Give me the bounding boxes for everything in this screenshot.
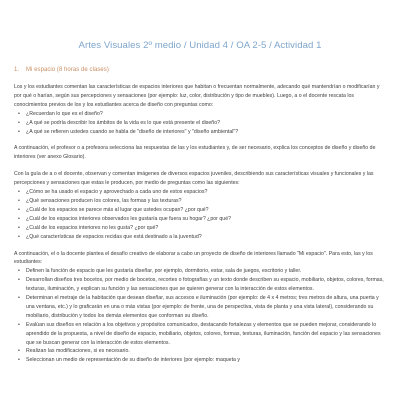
list-item: • Seleccionan un medio de representación de su diseño de interiores (por ejemplo: maqueta y: [26, 356, 388, 365]
list-item: • ¿A qué se refieren ustedes cuando se habla de "diseño de interiores" y "diseño ambiental"?: [26, 128, 388, 137]
list-item: • ¿Cuál de los espacios interiores observados les gustaría que fuera su hogar? ¿por qué?: [26, 215, 388, 224]
list-item: • ¿Qué sensaciones producen los colores, las formas y las texturas?: [26, 197, 388, 206]
section-heading: [14, 67, 109, 73]
section-number: 1.: [14, 67, 20, 73]
list-item: • Realizan las modificaciones, si es necesario.: [26, 347, 388, 356]
steps-list: [14, 267, 388, 365]
list-item: • Evalúan sus diseños en relación a los objetivos y propósitos comunicados, destacando fortalezas y elementos que se pueden mejorar, considerando lo aprendido de la propuesta, a nivel de diseño de espacio, mobiliario, objetos, colores, formas, texturas, iluminación, función del espacio y las sensaciones que se buscan generar con la interacción de estos elementos.: [26, 321, 388, 348]
question-list-1: [14, 110, 388, 137]
paragraph-2: A continuación, el profesor o a profesora selecciona las respuestas de las y los estudiantes y, de ser necesario, explica los conceptos de diseño y diseño de interiores (ver anexo Glosario).: [14, 145, 376, 161]
list-item: • ¿Recuerdan lo que es el diseño?: [26, 110, 388, 119]
list-item: • Determinan el metraje de la habitación que desean diseñar, sus accesos e iluminación (por ejemplo: de 4 x 4 metros; tres metros de altura, una puerta y una ventana, etc.) y lo graficarán en una o más vistas (por ejemplo: de frente, una de perspectiva, vista de planta y una vista lateral), considerando su mobiliario, distribución y todos los demás elementos que conforman su diseño.: [26, 294, 388, 321]
document-body: [14, 83, 388, 365]
list-item: • ¿Cuál de los espacios se parece más al lugar que ustedes ocupan? ¿por qué?: [26, 206, 388, 215]
list-item: • Desarrollan diseños tres bocetos, por medio de bocetos, recortes o fotografías y un texto donde describen su espacio, mobiliario, objetos, colores, formas, texturas, iluminación, y explican su función y las sensaciones que se quieren generar con la interacción de estos elementos.: [26, 276, 388, 294]
question-list-2: [14, 188, 388, 241]
section-label: Mi espacio (8 horas de clases): [26, 67, 109, 73]
list-item: • ¿Cuál de los espacios interiores no les gusta? ¿por qué?: [26, 224, 388, 233]
list-item: • Definen la función de espacio que les gustaría diseñar, por ejemplo, dormitorio, estar, sala de juegos, escritorio y taller.: [26, 267, 388, 276]
list-item: • ¿Cómo se ha usado el espacio y aprovechado a cada uno de estos espacios?: [26, 188, 388, 197]
paragraph-4: A continuación, el o la docente plantea el desafío creativo de elaborar a cabo un proyecto de diseño de interiores llamado "Mi espacio". Para esto, las y los estudiantes:: [14, 250, 373, 266]
list-item: • ¿Qué características de espacios recidas que está destinado a la juventud?: [26, 233, 388, 242]
list-item: • ¿A qué se podría describir los ámbitos de la vida es lo que está presente el diseño?: [26, 119, 388, 128]
paragraph-3: Con la guía de a o el docente, observan y comentan imágenes de diversos espacios juveniles, describiendo sus características visuales y funcionales y las percepciones y sensaciones que estas le producen, por medio de preguntas como las siguientes:: [14, 171, 374, 187]
intro-paragraph: Los y los estudiantes comentan las características de espacios interiores que habitan o frecuentan normalmente, adecando qué mantendrían o modificarían y por qué o harían, según sus percepciones y sensaciones (por ejemplo: luz, color, distribución y tipo de muebles). Luego, a o el docente rescata los conocimientos previos de los y los estudiantes acerca de diseño con preguntas como:: [14, 84, 380, 108]
document-title: Artes Visuales 2º medio / Unidad 4 / OA 2-5 / Actividad 1: [78, 40, 322, 51]
